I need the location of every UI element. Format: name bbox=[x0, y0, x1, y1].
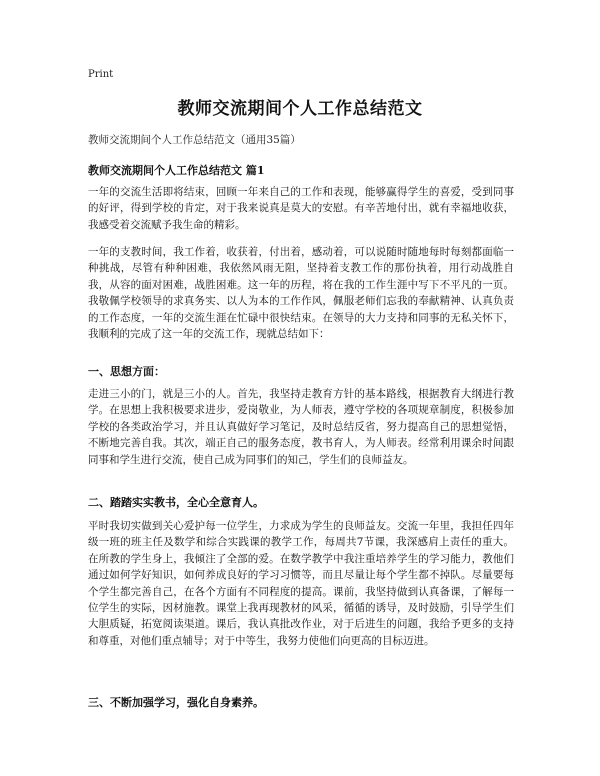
document-subtitle: 教师交流期间个人工作总结范文（通用35篇） bbox=[88, 134, 301, 146]
print-label[interactable]: Print bbox=[88, 69, 114, 80]
page-title: 教师交流期间个人工作总结范文 bbox=[177, 99, 423, 119]
heading-study: 三、不断加强学习，强化自身素养。 bbox=[88, 696, 264, 709]
paragraph-thought: 走进三小的门，就是三小的人。首先，我坚持走教育方针的基本路线，根据教育大纲进行教学。在思想上我积极要求进步，爱岗敬业，为人师表，遵守学校的各项规章制度，积极参加学校的各类政治学习，并且认真做好学习笔记，及时总结反省，努力提高自己的思想觉悟，不断地完善自我。其次，端正自己的服务态度，教书育人，为人师表。经常利用课余时间跟同事和学生进行交流，使自己成为同事们的知己，学生们的良师益友。 bbox=[88, 388, 514, 466]
heading-teaching: 二、踏踏实实教书，全心全意育人。 bbox=[88, 496, 264, 509]
paragraph-overview: 一年的支教时间，我工作着，收获着，付出着，感动着，可以说随时随地每时每刻都面临一种挑战，尽管有种种困难，我依然风雨无阻，坚持着支教工作的那份执着，用行动战胜自我，从容的面对困难，战胜困难。这一年的历程，将在我的工作生涯中写下不平凡的一页。我敬佩学校领导的求真务实、以人为本的工作作风，佩服老师们忘我的奉献精神、认真负责的工作态度，一年的交流生涯在忙碌中很快结束。在领导的大力支持和同事的无私关怀下，我顺利的完成了这一年的交流工作，现就总结如下： bbox=[88, 246, 514, 341]
section-heading: 教师交流期间个人工作总结范文 篇1 bbox=[88, 164, 265, 177]
paragraph-teaching: 平时我切实做到关心爱护每一位学生，力求成为学生的良师益友。交流一年里，我担任四年级一班的班主任及数学和综合实践课的教学工作，每周共7节课，我深感肩上责任的重大。在所教的学生身上，我倾注了全部的爱。在数学教学中我注重培养学生的学习能力，教他们通过如何学好知识，如何养成良好的学习习惯等，而且尽量让每个学生都不掉队。尽量要每个学生都完善自己，在各个方面有不同程度的提高。课前，我坚持做到认真备课，了解每一位学生的实际，因材施教。课堂上我再现教材的风采，循循的诱导，及时鼓励，引导学生们大胆质疑，拓宽阅读渠道。课后，我认真批改作业，对于后进生的问题，我给予更多的支持和尊重，对他们重点辅导；对于中等生，我努力使他们向更高的目标迈进。 bbox=[88, 520, 514, 647]
heading-thought: 一、思想方面： bbox=[88, 365, 165, 378]
paragraph-intro: 一年的交流生活即将结束，回顾一年来自己的工作和表现，能够赢得学生的喜爱，受到同事的好评，得到学校的肯定，对于我来说真是莫大的安慰。有辛苦地付出，就有幸福地收获，我感受着交流赋予我生命的精彩。 bbox=[88, 186, 514, 231]
